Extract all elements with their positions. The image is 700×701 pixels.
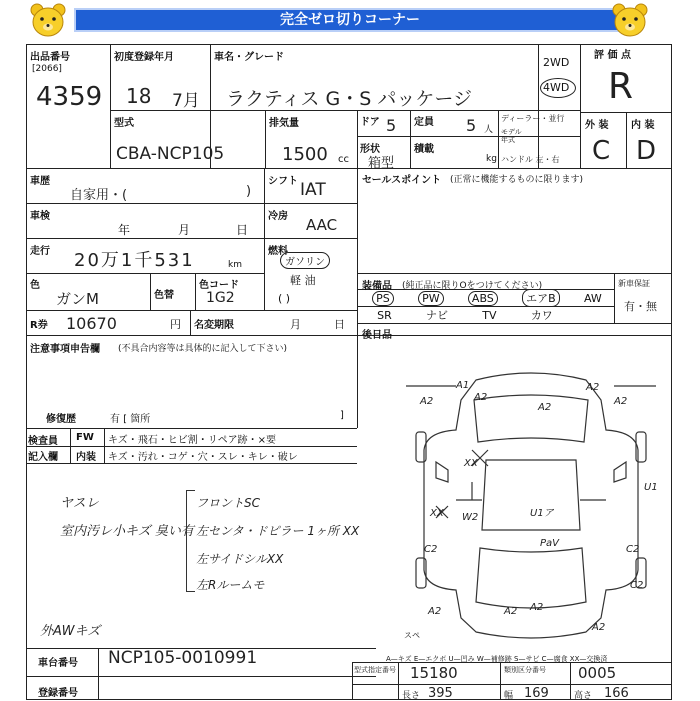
registration-number-label: 登録番号 [38,688,78,699]
height-label: 高さ [574,691,593,701]
lot-number: 4359 [36,82,103,112]
damage-mark: A2 [592,622,606,633]
interior-grade: D [636,136,657,166]
note-line-4: 左センタ・ドピラー 1ヶ所 XX [196,524,360,538]
equipment-item: AW [583,291,602,305]
shift-value: IAT [300,180,326,200]
equipment-item: TV [482,308,497,322]
damage-mark: A2 [474,392,488,403]
damage-mark: A2 [586,382,600,393]
interior-row-label: 内装 [76,452,96,463]
note-bracket [186,490,195,592]
interior-items: キズ・汚れ・コゲ・穴・スレ・キレ・破レ [108,452,298,463]
load-label: 積載 [414,144,434,155]
mascot-bear-left-icon [28,2,68,38]
width-value: 169 [524,686,549,701]
shift-label: シフト [268,176,298,187]
model-grade: ラクティス G・S パッケージ [226,88,472,110]
mileage-unit: km [228,260,242,270]
drive-4wd: 4WD [543,81,570,94]
model-grade-label: 車名・グレード [214,52,284,63]
drive-2wd: 2WD [543,56,570,69]
repair-history-close: ] [340,410,344,421]
equipment-item: ABS [468,291,498,306]
fuel-label: 燃料 [268,246,288,257]
inspection-day: 日 [236,223,249,237]
doors: 5 [386,116,397,135]
model-year-label: モデル年式 [501,128,522,144]
equipment-item: SR [377,308,392,322]
mascot-bear-right-icon [610,2,650,38]
damage-mark: PaV [540,538,559,549]
certification-label: 型式指定番号 [354,666,396,674]
name-change-month: 月 [290,318,301,331]
damage-mark: A1 [456,380,470,391]
registration-month: 7月 [172,91,200,111]
equipment-item: カワ [530,309,553,322]
usage-value: 自家用・( [70,188,128,203]
fuel-gasoline: ガソリン [280,252,330,269]
rear-seat-label: 後日品 [362,330,392,341]
equipment-row-1 [360,290,614,306]
class-number: 0005 [578,664,617,682]
damage-mark: C2 [424,544,438,555]
displacement: 1500 [282,144,328,165]
inspection-month: 月 [178,223,191,237]
note-line-1: ヤスレ [60,496,99,511]
equipment-hint: (純正品に限りOをつけてください) [402,281,543,291]
notes-label: 注意事項申告欄 [30,344,100,355]
inspection-label: 車検 [30,211,50,222]
aircon-label: 冷房 [268,211,288,222]
repair-history-label: 修復歴 [46,414,76,425]
class-label: 類別区分番号 [504,666,546,674]
width-label: 幅 [504,691,514,701]
doors-label: ドア [360,117,380,128]
damage-mark: A2 [504,606,518,617]
evaluation-label: 評 価 点 [594,50,631,61]
color-label: 色 [30,280,40,291]
equipment-item: エアB [522,289,560,307]
usage-label: 車歴 [30,176,50,187]
damage-mark: A2 [530,602,544,613]
recycle-label: R券 [30,320,48,331]
inspection-year: 年 [118,223,131,237]
damage-mark: A2 [428,606,442,617]
new-car-warranty: 有・無 [624,300,657,313]
color-value: ガンM [56,290,99,308]
registration-year: 18 [126,84,152,108]
registration-label: 初度登録年月 [114,52,174,63]
equipment-item: PW [418,291,444,306]
damage-mark: XX [430,508,444,519]
aircon-value: AAC [306,216,338,234]
certification-number: 15180 [410,664,458,682]
shape-label: 形状 [360,144,380,155]
exterior-label: 外 装 [585,120,609,131]
shape: 箱型 [368,156,395,171]
damage-mark: W2 [462,512,479,523]
equipment-item: ナビ [426,309,449,322]
damage-mark: A2 [538,402,552,413]
color-change-label: 色替 [154,290,174,301]
recycle-value: 10670 [66,314,117,333]
equipment-row-2 [360,307,570,323]
damage-mark: C2 [630,580,644,591]
chassis-type-label: 型式 [114,118,134,129]
capacity-unit: 人 [484,125,494,135]
usage-close: ) [246,184,252,199]
length-label: 長さ [402,691,421,701]
name-change-label: 名変期限 [194,320,234,331]
fw-items: キズ・飛石・ヒビ割・リペア跡・×要 [108,435,276,446]
fw-label: FW [76,432,94,443]
lot-number-label: 出品番号 [30,52,70,63]
note-line-5: 左サイドシルXX [196,552,284,566]
displacement-unit: cc [338,154,349,165]
displacement-label: 排気量 [269,118,299,129]
diagram-bottom-label: スペ [404,631,420,640]
equipment-item: PS [372,291,394,306]
chassis-number-label: 車台番号 [38,658,78,669]
equipment-label: 装備品 [362,281,392,292]
note-line-7: 外AWキズ [40,624,101,639]
note-line-2: 室内汚レ小キズ 臭い有 [60,524,194,539]
damage-mark: U1ア [530,508,554,519]
recycle-unit: 円 [170,318,181,331]
damage-mark: C2 [626,544,640,555]
lot-small-code: [2066] [32,64,62,74]
evaluation-score: R [608,66,634,107]
sales-point-hint: (正常に機能するものに限ります) [450,175,584,185]
new-car-warranty-label: 新車保証 [618,279,650,288]
damage-mark: U1 [644,482,658,493]
exterior-grade: C [592,136,611,166]
banner-title: 完全ゼロ切りコーナー [74,8,626,32]
mileage-label: 走行 [30,246,50,257]
note-line-3: フロントSC [196,496,260,510]
chassis-type: CBA-NCP105 [116,144,225,164]
dealer-label: ディーラー・並行 [501,114,565,123]
fuel-other: ( ) [278,292,291,305]
notes-hint: (不具合内容等は具体的に記入して下さい) [118,344,288,354]
handle-label: ハンドル 左・右 [501,155,560,164]
mileage-value: 20万1千531 [74,250,195,271]
color-code: 1G2 [206,290,235,306]
name-change-day: 日 [334,318,345,331]
damage-mark: A2 [614,396,628,407]
entry-label: 記入欄 [28,452,58,463]
length-value: 395 [428,686,453,701]
repair-history-value: 有 [ 箇所 [110,414,151,425]
fuel-diesel: 軽 油 [290,274,316,287]
height-value: 166 [604,686,629,701]
interior-label: 内 装 [631,120,655,131]
capacity: 5 [466,116,477,135]
color-code-label: 色コード [199,280,239,291]
chassis-number: NCP105-0010991 [108,648,258,668]
damage-mark: XX [464,458,478,469]
inspector-label: 検査員 [28,436,58,447]
load-unit: kg [486,154,497,164]
capacity-label: 定員 [414,117,434,128]
damage-mark: A2 [420,396,434,407]
sales-point-label: セールスポイント [362,175,442,186]
damage-legend: A—キズ E—エクボ U—凹み W—補修跡 S—サビ C—腐食 XX—交換済 [386,655,608,663]
note-line-6: 左Rルームモ [196,578,265,592]
